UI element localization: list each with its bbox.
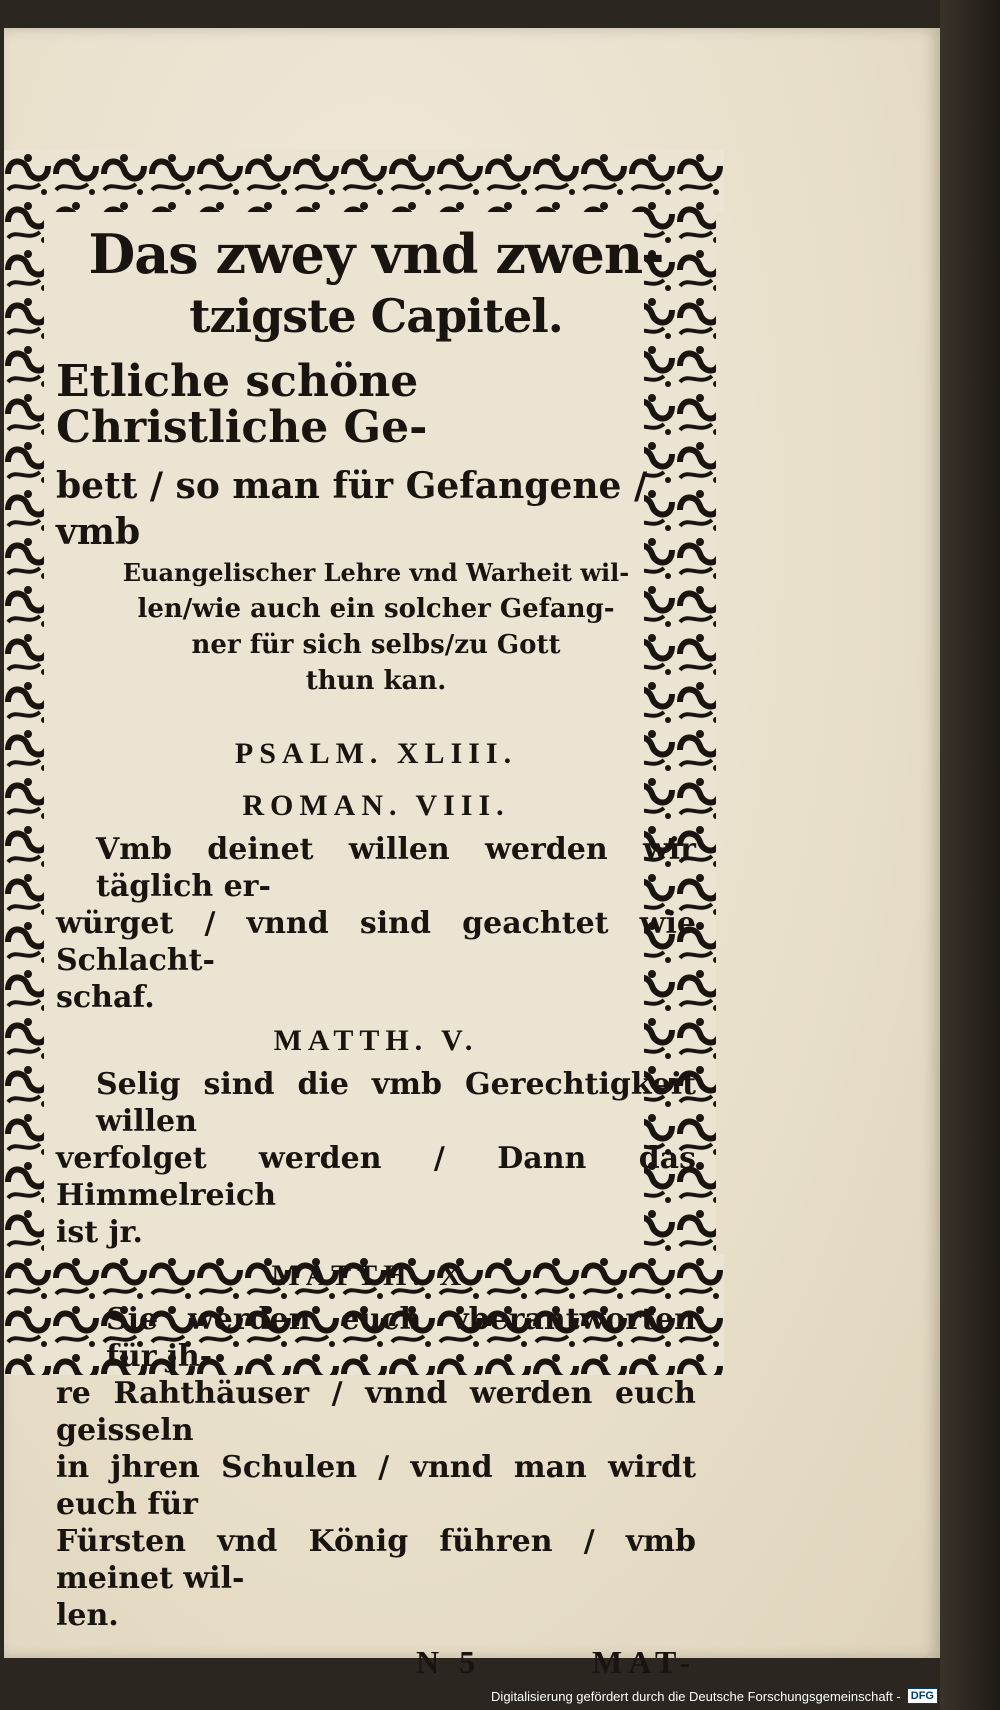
verse-line: Fürsten vnd König führen / vmb meinet wil-	[56, 1524, 696, 1596]
subtitle-small-line-2: len/wie auch ein solcher Gefang-	[137, 594, 615, 624]
page-foot	[56, 1644, 696, 1681]
text-block	[56, 223, 696, 1681]
subtitle-small-line-4: thun kan.	[305, 666, 447, 696]
verse-line: ist jr.	[56, 1215, 143, 1250]
ref-psalm: PSALM. XLIII.	[234, 737, 518, 770]
verse-line: Sie werden euch vberantworten für jh-	[106, 1302, 696, 1374]
dfg-logo: DFG	[907, 1688, 938, 1704]
book-page	[4, 28, 940, 1680]
verse-line: len.	[56, 1598, 119, 1633]
verse-line: würget / vnnd sind geachtet wie Schlacht-	[56, 906, 696, 978]
verse-line: Vmb deinet willen werden wir täglich er-	[96, 832, 696, 904]
subtitle-line-1: Etliche schöne Christliche Ge-	[56, 356, 428, 453]
signature-mark: N 5	[416, 1644, 482, 1680]
chapter-title-line-2: tzigste Capitel.	[189, 289, 563, 343]
ref-matth-x: MATTH. X.	[271, 1259, 481, 1292]
subtitle-line-2: bett / so man für Gefangene / vmb	[56, 465, 648, 553]
verse-line: re Rahthäuser / vnnd werden euch geisseln	[56, 1376, 696, 1448]
ref-matth-v: MATTH. V.	[273, 1024, 479, 1057]
verse-line: in jhren Schulen / vnnd man wirdt euch für	[56, 1450, 696, 1522]
subtitle-small-line-3: ner für sich selbs/zu Gott	[191, 630, 561, 660]
catchword: MAT-	[592, 1644, 696, 1680]
chapter-title-line-1: Das zwey vnd zwen-	[88, 222, 664, 286]
verse-line: Selig sind die vmb Gerechtigkeit willen	[96, 1067, 696, 1139]
ref-roman: ROMAN. VIII.	[242, 789, 510, 822]
verse-line: verfolget werden / Dann das Himmelreich	[56, 1141, 696, 1213]
credit-text: Digitalisierung gefördert durch die Deutsche Forschungsgemeinschaft -	[491, 1688, 901, 1704]
book-spine	[940, 0, 1000, 1710]
digitization-credit	[491, 1688, 938, 1704]
verse-line: schaf.	[56, 980, 155, 1015]
subtitle-small-line-1: Euangelischer Lehre vnd Warheit wil-	[122, 558, 630, 587]
